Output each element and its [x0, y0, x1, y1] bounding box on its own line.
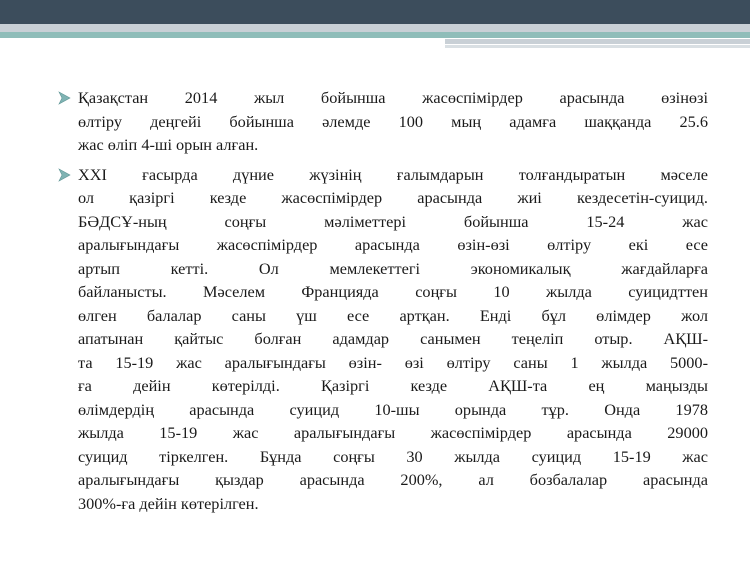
- text-line: өлтіру деңгейі бойынша әлемде 100 мың адамға шаққанда 25.6: [78, 111, 708, 131]
- text-line: жылда 15-19 жас аралығындағы жасөспімірдер арасында 29000: [78, 423, 708, 442]
- slide-body: [58, 86, 708, 521]
- bullet-item: [58, 163, 708, 516]
- text-line: өлімдердің арасында суицид 10-шы орында тұр. Онда 1978: [78, 399, 708, 419]
- bullet-text: [78, 163, 708, 516]
- header-accent-line-secondary: [445, 45, 750, 48]
- text-line: суицид тіркелген. Бұнда соңғы 30 жылда суицид 15-19 жас: [78, 446, 708, 466]
- arrow-bullet-icon: [58, 168, 71, 182]
- text-line: байланысты. Мәселем Францияда соңғы 10 жылда суицидттен: [78, 282, 708, 301]
- text-line: өлген балалар саны үш есе артқан. Енді бұл өлімдер жол: [78, 305, 708, 325]
- text-line: аралығындағы қыздар арасында 200%, ал бозбалалар арасында: [78, 470, 708, 489]
- header-band: [0, 0, 750, 24]
- text-line: Қазақстан 2014 жыл бойынша жасөспімірдер арасында өзінөзі: [78, 88, 708, 107]
- text-line: та 15-19 жас аралығындағы өзін- өзі өлтіру саны 1 жылда 5000-: [78, 352, 708, 372]
- text-line: аралығындағы жасөспімірдер арасында өзін-өзі өлтіру екі есе: [78, 235, 708, 254]
- header-stripe-grey: [0, 24, 750, 32]
- text-line: ға дейін көтерілді. Қазіргі кезде АҚШ-та ең маңызды: [78, 376, 708, 395]
- text-line: XXI ғасырда дүние жүзінің ғалымдарын толғандыратын мәселе: [78, 164, 708, 184]
- header-accent-line: [445, 39, 750, 44]
- bullet-item: [58, 86, 708, 157]
- text-line: артып кетті. Ол мемлекеттегі экономикалық жағдайларға: [78, 258, 708, 278]
- header-stripe-teal: [0, 32, 750, 38]
- text-line: апатынан қайтыс болған адамдар санымен теңеліп отыр. АҚШ-: [78, 329, 708, 348]
- arrow-bullet-icon: [58, 91, 71, 105]
- text-line: ол қазіргі кезде жасөспімірдер арасында жиі кездесетін-суицид.: [78, 188, 708, 207]
- text-line: жас өліп 4-ші орын алған.: [78, 135, 259, 154]
- text-line: БӘДСҰ-ның соңғы мәліметтері бойынша 15-24 жас: [78, 211, 708, 231]
- bullet-text: [78, 86, 708, 157]
- text-line: 300%-ға дейін көтерілген.: [78, 493, 259, 513]
